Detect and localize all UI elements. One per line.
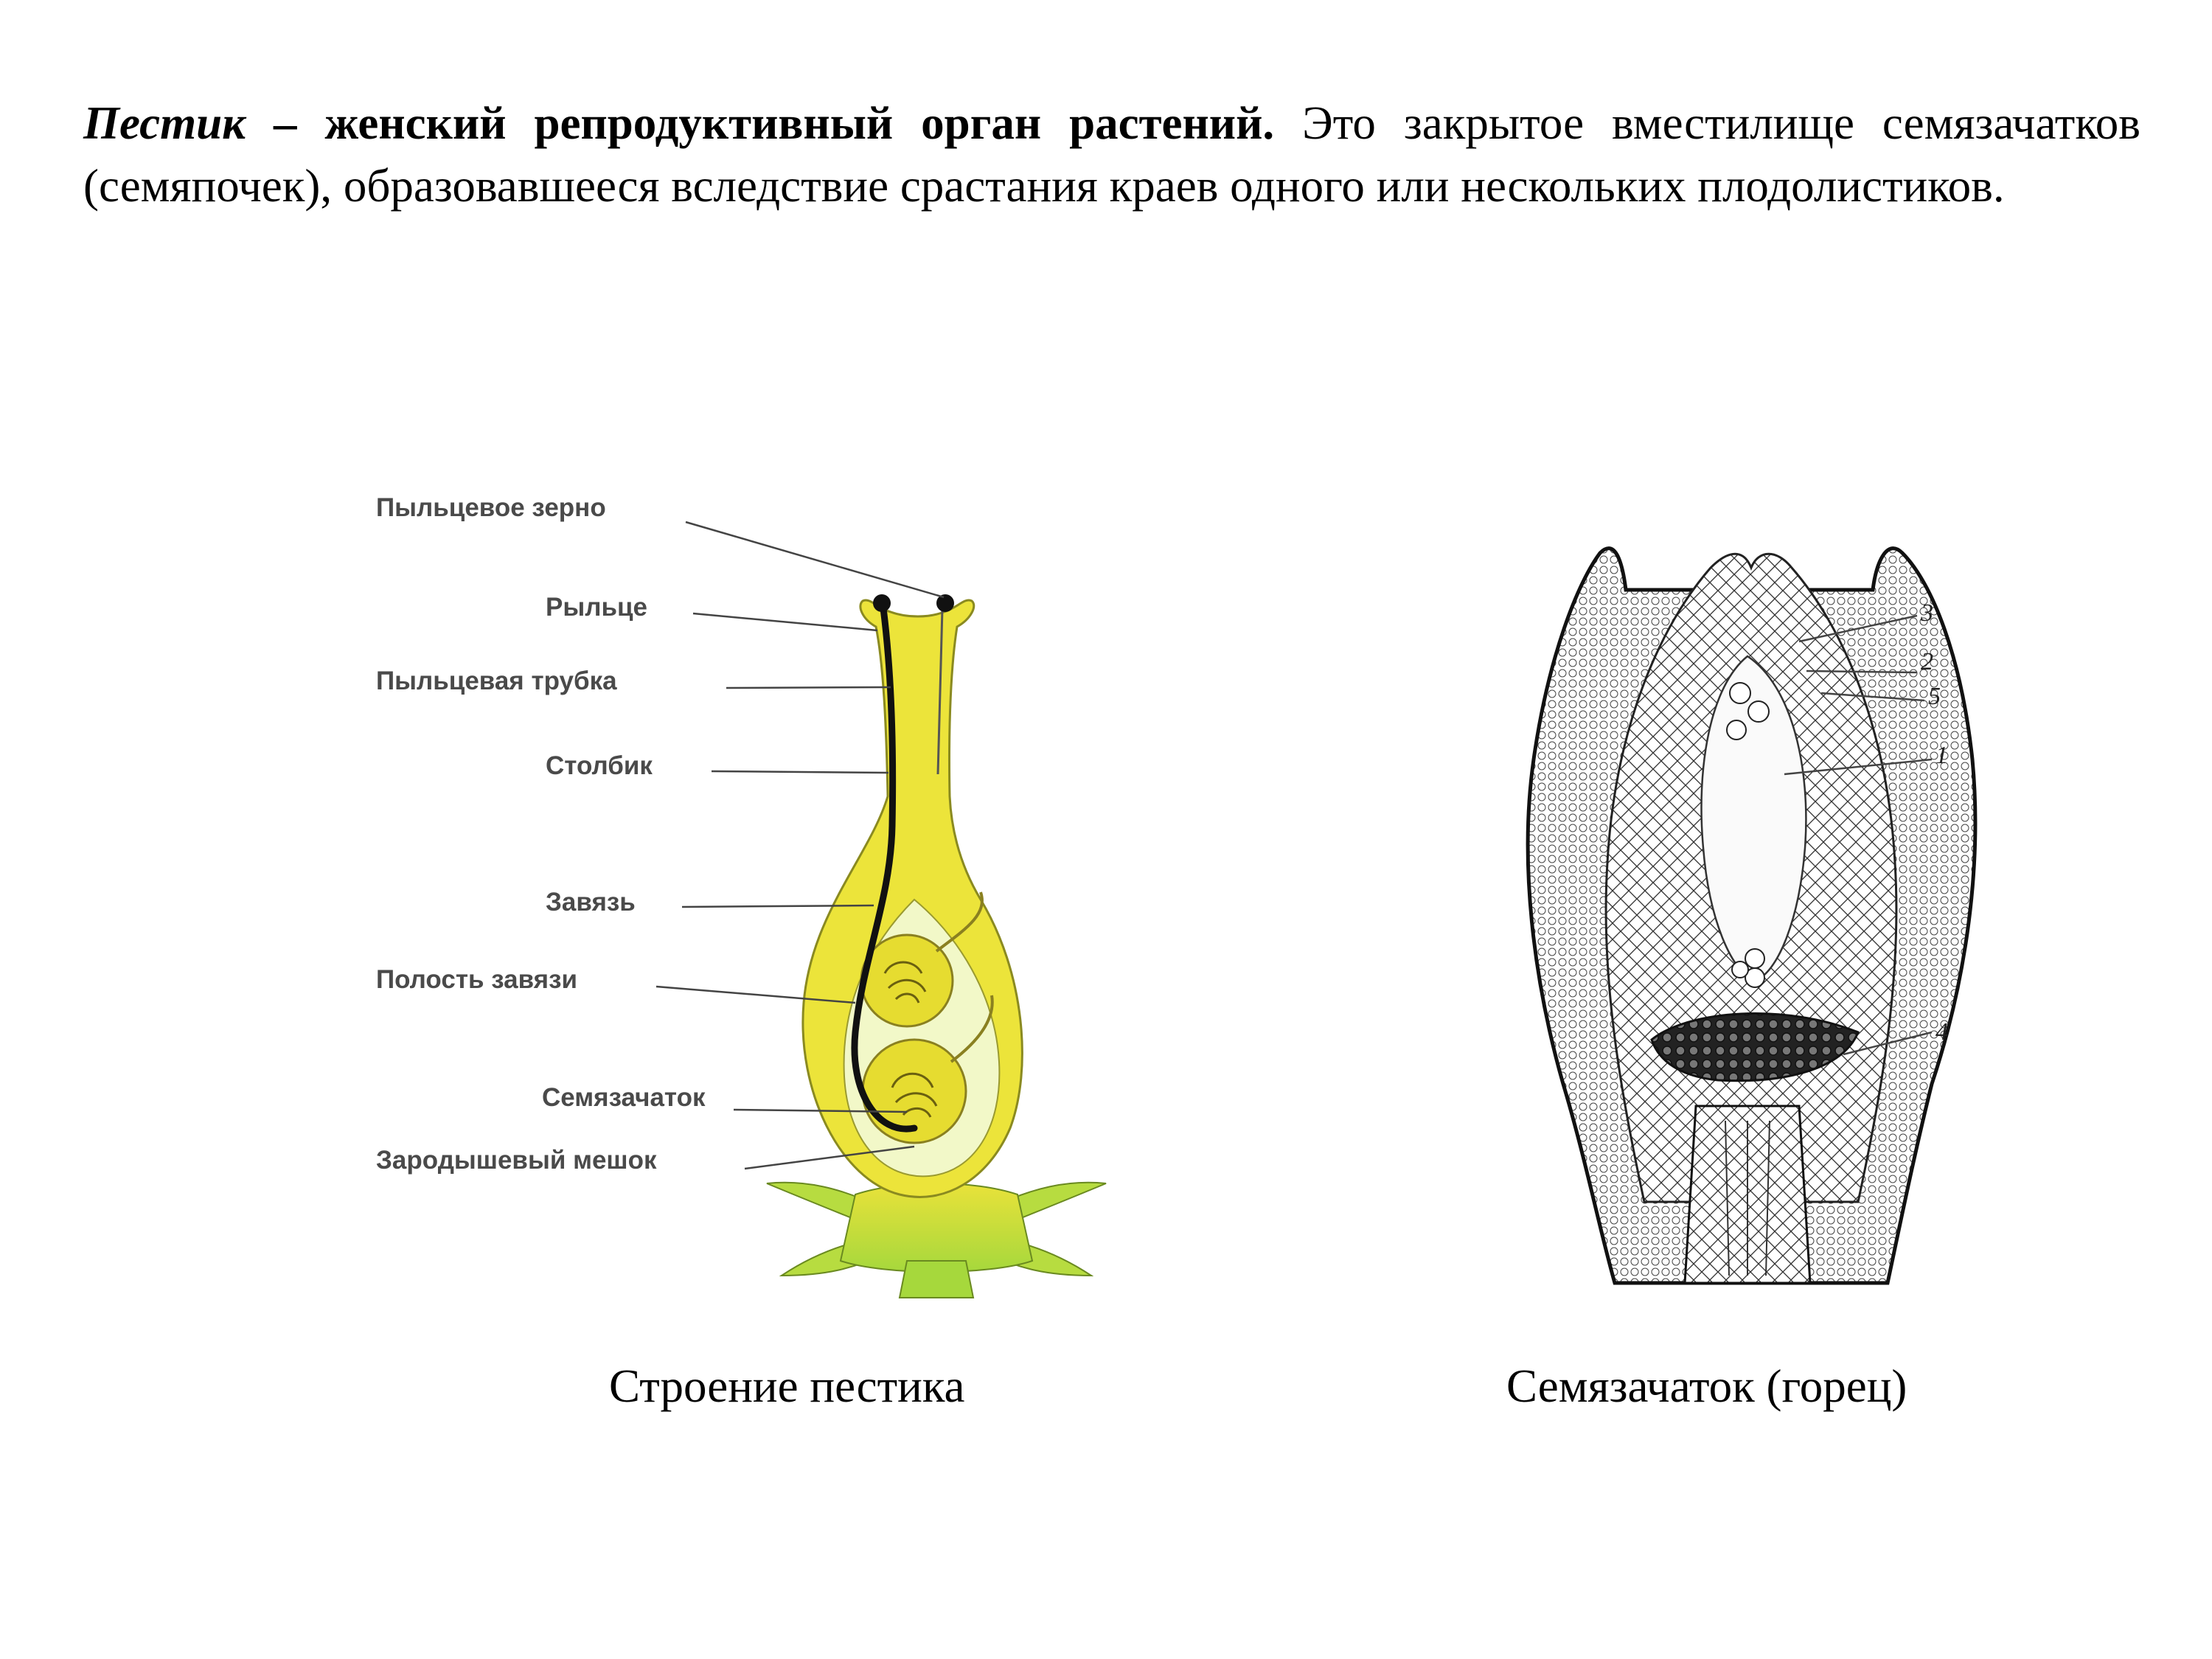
pistil-base (767, 1183, 1106, 1298)
ovule-label-4: 4 (1935, 1018, 1948, 1046)
pistil-structure-diagram (324, 442, 1239, 1327)
intro-paragraph (83, 92, 2140, 218)
leader-pollen-grain (686, 522, 944, 597)
leader-pollen-tube (726, 687, 891, 688)
caption-ovule-knotweed: Семязачаток (горец) (1506, 1360, 1907, 1412)
label-style: Столбик (546, 751, 653, 780)
ovule-label-3: 3 (1921, 599, 1933, 627)
label-ovule: Семязачаток (542, 1083, 706, 1112)
label-stigma: Рыльце (546, 593, 647, 622)
label-ovary: Завязь (546, 888, 636, 917)
ovule-knotweed-drawing (1475, 420, 2020, 1305)
label-ovary-cavity: Полость завязи (376, 965, 577, 994)
caption-pistil-structure: Строение пестика (609, 1360, 965, 1412)
ovule-label-2: 2 (1921, 648, 1933, 675)
term-pistil: Пестик (83, 97, 246, 149)
ovule-label-1: 1 (1935, 742, 1948, 769)
label-embryo-sac: Зародышевый мешок (376, 1146, 657, 1175)
intro-definition: женский репродуктивный орган растений. (324, 97, 1275, 149)
leader-stigma (693, 613, 877, 630)
intro-body: Это закрытое вместилище семязачатков (семяпочек), образовавшееся вследствие срастания краев одного или нескольких плодолистиков. (83, 97, 2140, 212)
label-pollen-tube: Пыльцевая трубка (376, 667, 617, 695)
leader-style (712, 771, 888, 773)
ovule-label-5: 5 (1928, 683, 1941, 710)
intro-dash: – (246, 97, 325, 149)
pollen-grain-right (936, 594, 954, 612)
pollen-grain-left (873, 594, 891, 612)
label-pollen-grain: Пыльцевое зерно (376, 493, 606, 522)
